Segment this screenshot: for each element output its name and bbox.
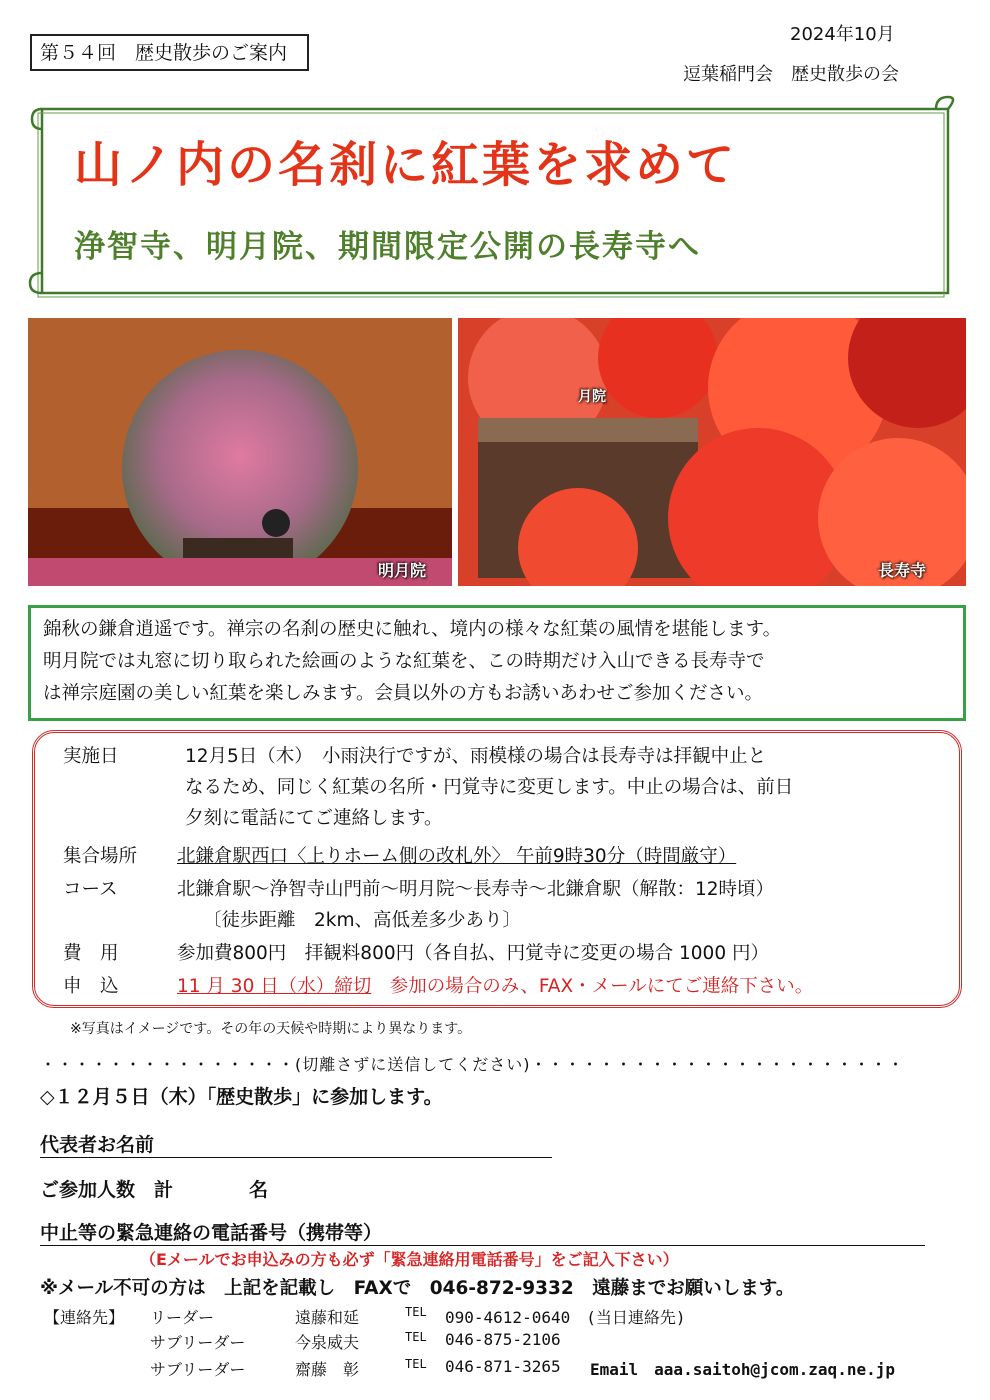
date-line: 夕刻に電話にてご連絡します。	[185, 808, 443, 829]
meigetsuin-caption: 明月院	[378, 561, 427, 580]
fee-value: 参加費800円 拝観料800円（各自払、円覚寺に変更の場合 1000 円）	[177, 943, 769, 964]
cut-line: ・・・・・・・・・・・・・・・(切離さずに送信してください)・・・・・・・・・・・・・・・・・・・・・・	[40, 1055, 905, 1074]
contact-name: 齋藤 彰	[295, 1360, 360, 1379]
intro-line: は禅宗庭園の美しい紅葉を楽しみます。会員以外の方もお誘いあわせご参加ください。	[43, 683, 764, 704]
contacts-header: 【連絡先】	[44, 1308, 125, 1327]
tel-label: TEL	[405, 1330, 427, 1344]
date-line: なるため、同じく紅葉の名所・円覚寺に変更します。中止の場合は、前日	[185, 777, 794, 798]
email-note: （Eメールでお申込みの方も必ず「緊急連絡用電話番号」をご記入下さい）	[140, 1250, 679, 1269]
issue-label: 第５４回 歴史散歩のご案内	[30, 34, 309, 71]
contact-role: サブリーダー	[150, 1360, 246, 1379]
representative-name-field[interactable]	[40, 1130, 552, 1158]
emergency-phone-field[interactable]	[40, 1218, 925, 1246]
apply-note: 参加の場合のみ、FAX・メールにてご連絡下さい。	[371, 976, 814, 997]
chojuji-caption: 長寿寺	[878, 561, 927, 580]
course-value: 北鎌倉駅～浄智寺山門前～明月院～長寿寺～北鎌倉駅（解散：12時頃）	[177, 879, 775, 900]
intro-box	[28, 605, 966, 721]
subtitle: 浄智寺、明月院、期間限定公開の長寿寺へ	[74, 229, 701, 265]
apply-label: 申 込	[63, 976, 119, 997]
course-label: コース	[63, 879, 118, 900]
fax-instruction: ※メール不可の方は 上記を記載し FAXで 046-872-9332 遠藤までお願いします。	[40, 1278, 795, 1299]
contact-tel: 090-4612-0640 (当日連絡先)	[445, 1308, 686, 1327]
contact-email[interactable]: Email aaa.saitoh@jcom.zaq.ne.jp	[590, 1360, 895, 1379]
course-note: 〔徒歩距離 2km、高低差多少あり〕	[203, 910, 522, 931]
apply-deadline: 11 月 30 日（水）締切	[177, 976, 372, 997]
date-line: 12月5日（木） 小雨決行ですが、雨模様の場合は長寿寺は拝観中止と	[185, 746, 767, 767]
main-title: 山ノ内の名刹に紅葉を求めて	[74, 137, 738, 193]
meigetsuin-inset-caption: 月院	[578, 389, 606, 405]
chojuji-photo	[458, 318, 966, 586]
intro-line: 明月院では丸窓に切り取られた絵画のような紅葉を、この時期だけ入山できる長寿寺で	[43, 651, 765, 672]
contact-tel: 046-871-3265	[445, 1357, 561, 1376]
fee-label: 費 用	[63, 943, 119, 964]
photo-note: ※写真はイメージです。その年の天候や時期により異なります。	[70, 1021, 472, 1037]
contact-name: 今泉威夫	[295, 1333, 360, 1352]
contact-name: 遠藤和延	[295, 1308, 360, 1327]
tel-label: TEL	[405, 1357, 427, 1371]
representative-name-label: 代表者お名前	[40, 1134, 155, 1156]
date-label: 実施日	[63, 746, 119, 767]
participant-count-field[interactable]	[40, 1175, 268, 1202]
tel-label: TEL	[405, 1305, 427, 1319]
details-box	[32, 730, 962, 1008]
organizer: 逗葉稲門会 歴史散歩の会	[683, 64, 899, 85]
participant-count-label: ご参加人数 計 名	[40, 1179, 269, 1201]
intro-line: 錦秋の鎌倉逍遥です。禅宗の名刹の歴史に触れ、境内の様々な紅葉の風情を堪能します。	[43, 619, 782, 640]
meet-value: 北鎌倉駅西口〈上りホーム側の改札外〉 午前9時30分（時間厳守）	[177, 846, 737, 867]
contact-tel: 046-875-2106	[445, 1330, 561, 1349]
emergency-phone-label: 中止等の緊急連絡の電話番号（携帯等）	[40, 1222, 383, 1244]
join-statement: ◇１２月５日（木）「歴史散歩」に参加します。	[40, 1086, 443, 1108]
issue-date: 2024年10月	[790, 24, 895, 45]
meigetsuin-photo	[28, 318, 452, 586]
meet-label: 集合場所	[63, 846, 138, 867]
contact-role: サブリーダー	[150, 1333, 246, 1352]
contact-role: リーダー	[150, 1308, 215, 1327]
